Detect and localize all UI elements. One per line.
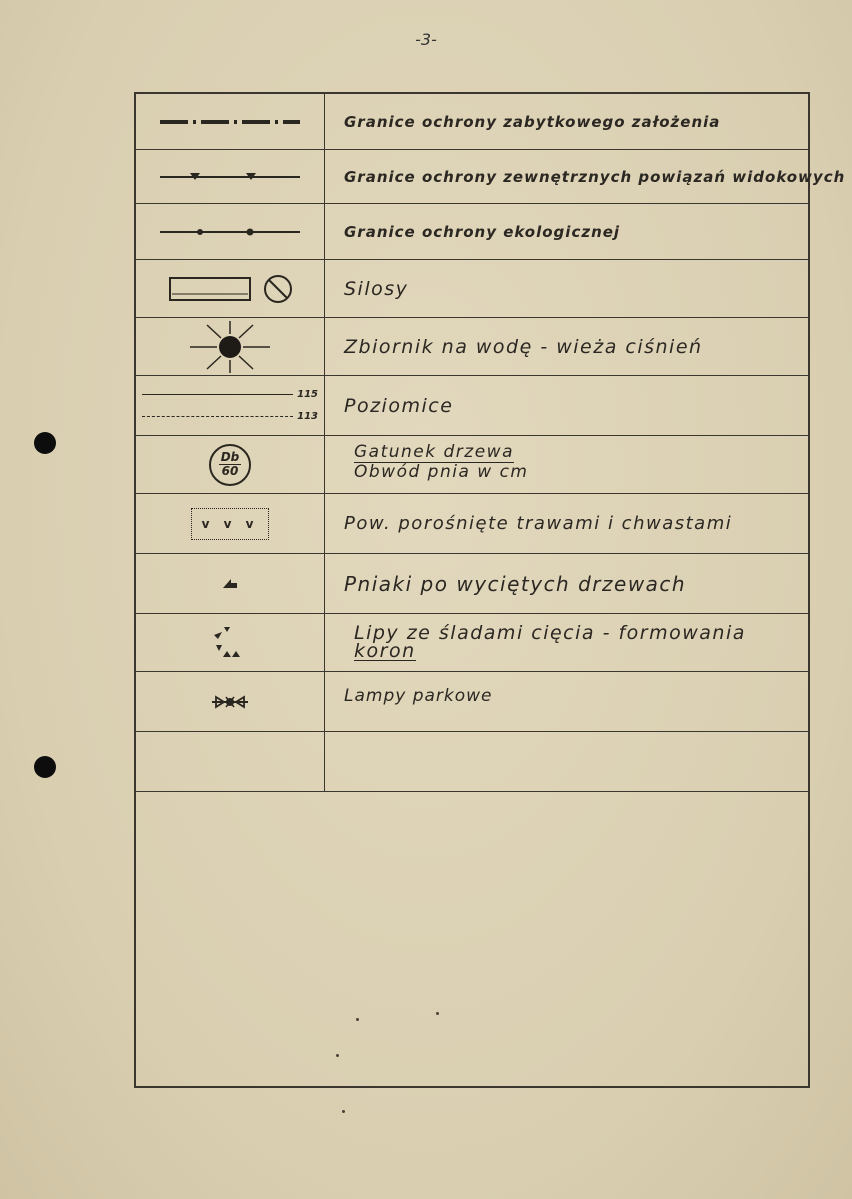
grass-pattern: v v v [191,508,269,540]
contour-lines-icon [136,376,324,435]
triangles-cluster-icon [136,614,324,671]
dash-dot-thick-line-icon [136,94,324,149]
line-with-triangles-icon [136,150,324,203]
legend-label-line2: Obwód pnia w cm [354,462,529,482]
tree-girth-value: 60 [221,464,239,478]
legend-label-line1: Lipy ze śladami cięcia - formowania [354,622,746,644]
legend-label: Lampy parkowe [344,686,493,706]
line-with-dots-icon [136,204,324,259]
legend-label: Pniaki po wyciętych drzewach [344,571,687,596]
legend-row [136,150,846,204]
grass-v-pattern-icon [136,494,324,553]
legend-row [136,94,808,150]
contour-value-113: 113 [297,411,318,422]
legend-label: Silosy [344,277,409,300]
legend-label-line2: koron [354,640,416,662]
legend-row [136,376,808,436]
legend-label: Zbiornik na wodę - wieża ciśnień [344,335,703,358]
legend-row [136,614,808,672]
tree-species-code: Db [220,450,240,464]
stump-icon [136,554,324,613]
legend-label: Poziomice [344,394,454,417]
legend-label: Granice ochrony ekologicznej [344,222,621,241]
paper-speck [356,1018,359,1021]
silo-rectangle-and-circle-icon [136,260,324,317]
legend-label-line1: Gatunek drzewa [354,442,514,462]
page-number: -3- [415,30,437,49]
legend-row [136,204,808,260]
paper-speck [436,1012,439,1015]
tree-circle-icon [136,436,324,493]
legend-label: Granice ochrony zabytkowego założenia [344,112,721,131]
punch-hole-bottom [34,756,56,778]
legend-empty-area [136,792,808,1086]
legend-row [136,672,808,732]
punch-hole-top [34,432,56,454]
legend-row-empty [136,732,808,792]
legend-row [136,260,808,318]
sun-star-icon [136,318,324,375]
paper-speck [336,1054,339,1057]
park-lamp-icon [136,672,324,731]
legend-label-two-line [354,442,802,482]
legend-table [134,92,846,1088]
legend-row [136,318,808,376]
legend-row [136,436,808,494]
legend-label: Pow. porośnięte trawami i chwastami [344,513,733,534]
legend-label-two-line [354,624,802,661]
paper-speck [342,1110,345,1113]
legend-row [136,554,808,614]
legend-label: Granice ochrony zewnętrznych powiązań widokowych [344,167,846,186]
legend-row [136,494,808,554]
contour-value-115: 115 [297,389,318,400]
